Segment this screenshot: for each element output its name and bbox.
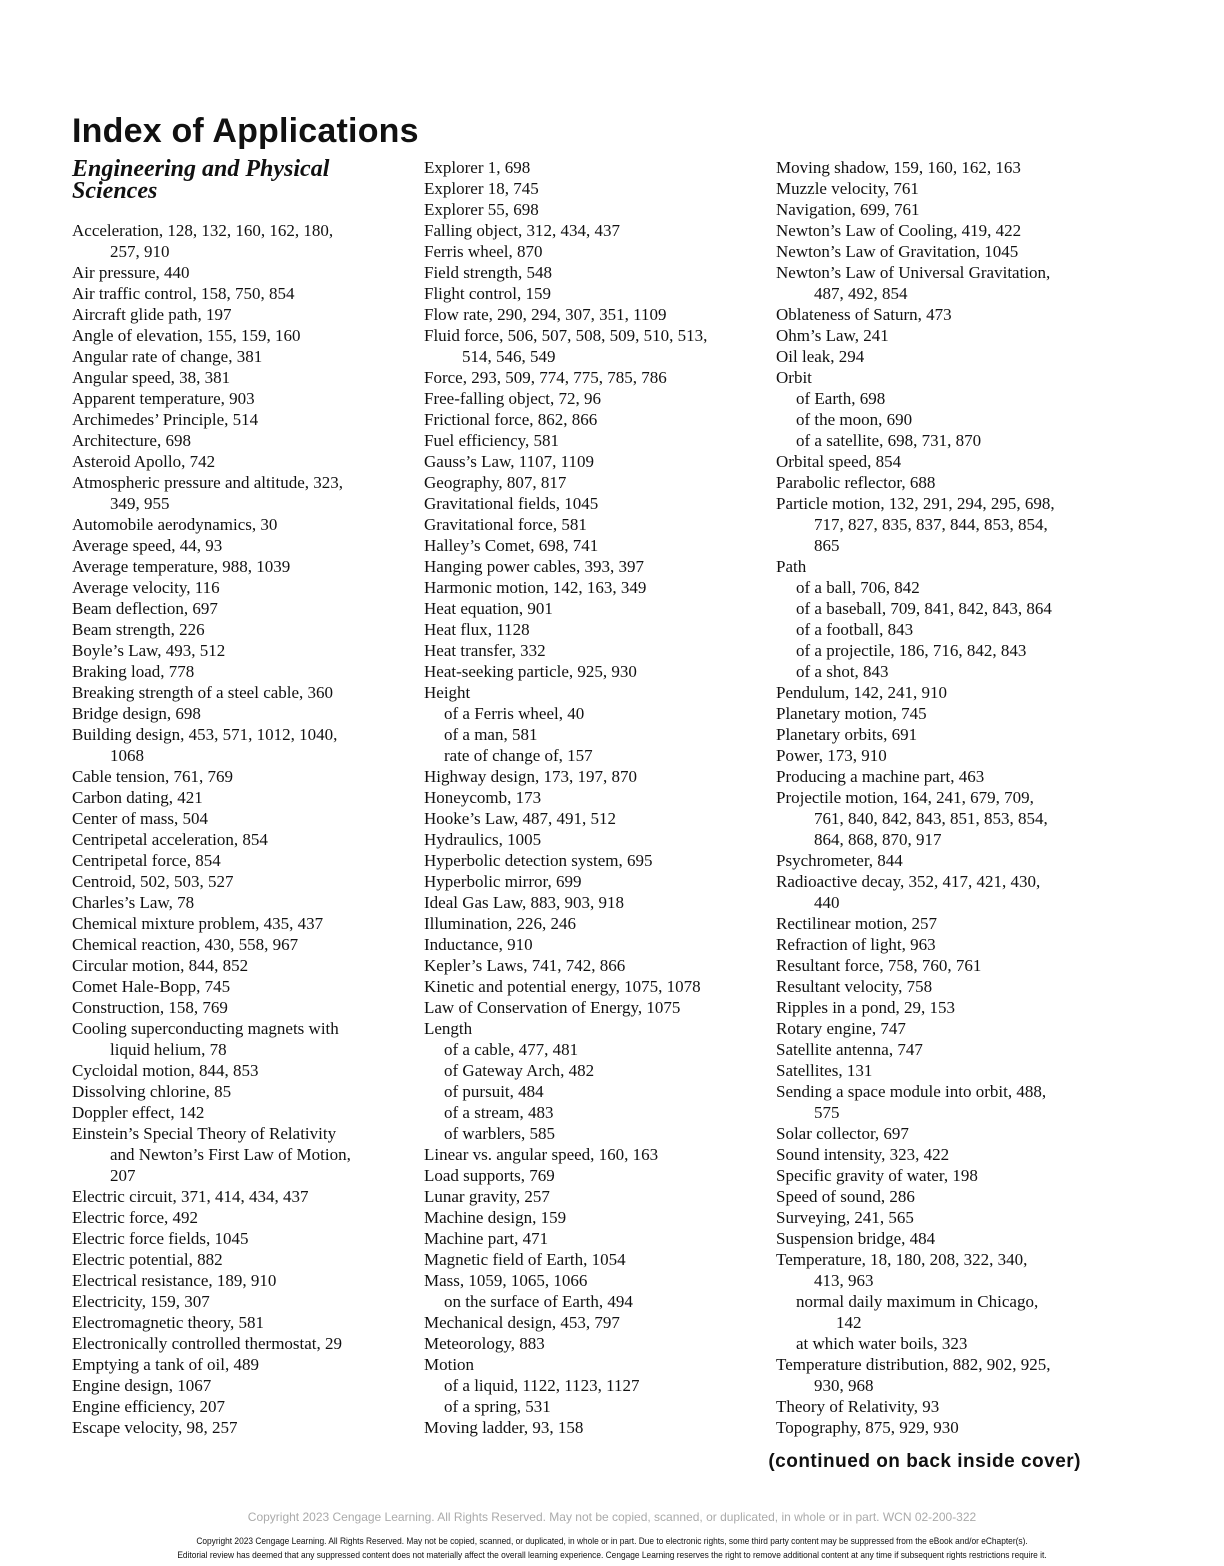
index-entry: Pendulum, 142, 241, 910 (776, 683, 947, 702)
index-entry: Rectilinear motion, 257 (776, 914, 937, 933)
index-entry: Bridge design, 698 (72, 704, 201, 723)
index-entry: Free-falling object, 72, 96 (424, 389, 602, 408)
index-entry: Ripples in a pond, 29, 153 (776, 998, 955, 1017)
index-entry: Dissolving chlorine, 85 (72, 1082, 232, 1101)
index-entry: Air pressure, 440 (72, 263, 190, 282)
index-entry: Electrical resistance, 189, 910 (72, 1271, 277, 1290)
index-entry: Sound intensity, 323, 422 (776, 1145, 950, 1164)
index-entry: Electric potential, 882 (72, 1250, 223, 1269)
index-entry: Cycloidal motion, 844, 853 (72, 1061, 259, 1080)
index-entry-continuation: 440 (814, 893, 840, 912)
index-entry: Gauss’s Law, 1107, 1109 (424, 452, 594, 471)
index-entry: Length (424, 1019, 473, 1038)
index-entry: Mechanical design, 453, 797 (424, 1313, 620, 1332)
index-entry: Einstein’s Special Theory of Relativity (72, 1124, 337, 1143)
index-entry: Refraction of light, 963 (776, 935, 936, 954)
index-entry: Illumination, 226, 246 (424, 914, 577, 933)
index-entry: Load supports, 769 (424, 1166, 555, 1185)
index-entry: Center of mass, 504 (72, 809, 208, 828)
index-entry: Electric circuit, 371, 414, 434, 437 (72, 1187, 309, 1206)
index-entry: Falling object, 312, 434, 437 (424, 221, 620, 240)
index-entry: Heat-seeking particle, 925, 930 (424, 662, 637, 681)
index-subentry: of pursuit, 484 (444, 1082, 544, 1101)
index-entry: Centripetal acceleration, 854 (72, 830, 268, 849)
index-entry: Average velocity, 116 (72, 578, 220, 597)
index-entry: Psychrometer, 844 (776, 851, 903, 870)
index-entry: Navigation, 699, 761 (776, 200, 920, 219)
index-entry: Topography, 875, 929, 930 (776, 1418, 959, 1437)
index-entry: Air traffic control, 158, 750, 854 (72, 284, 295, 303)
index-entry: Chemical mixture problem, 435, 437 (72, 914, 324, 933)
copyright-notice (73, 1535, 1150, 1563)
index-entry: Ohm’s Law, 241 (776, 326, 889, 345)
index-entry: Electronically controlled thermostat, 29 (72, 1334, 343, 1353)
index-column-2 (424, 157, 764, 1438)
index-entry-continuation: 761, 840, 842, 843, 851, 853, 854, (814, 809, 1048, 828)
index-entry: Surveying, 241, 565 (776, 1208, 914, 1227)
index-entry: Electric force, 492 (72, 1208, 199, 1227)
index-entry: Archimedes’ Principle, 514 (72, 410, 259, 429)
index-entry: Heat transfer, 332 (424, 641, 546, 660)
index-entry: Magnetic field of Earth, 1054 (424, 1250, 626, 1269)
index-entry: Circular motion, 844, 852 (72, 956, 249, 975)
index-entry: Emptying a tank of oil, 489 (72, 1355, 259, 1374)
page-title: Index of Applications (72, 112, 419, 150)
index-entry: Hyperbolic mirror, 699 (424, 872, 582, 891)
index-entry: Architecture, 698 (72, 431, 191, 450)
index-entry: Machine part, 471 (424, 1229, 549, 1248)
index-entry: Kinetic and potential energy, 1075, 1078 (424, 977, 701, 996)
index-entry: Braking load, 778 (72, 662, 195, 681)
index-entry: Theory of Relativity, 93 (776, 1397, 940, 1416)
copyright-line-2: Editorial review has deemed that any suppressed content does not materially affect the overall learning experience. Cengage Learning reserves the right to remove additional content at any time if subsequent rights restrictions require it. (177, 1550, 1047, 1561)
index-subentry: of a cable, 477, 481 (444, 1040, 579, 1059)
index-entry: Temperature, 18, 180, 208, 322, 340, (776, 1250, 1028, 1269)
index-entry: Newton’s Law of Universal Gravitation, (776, 263, 1051, 282)
index-entry: Power, 173, 910 (776, 746, 887, 765)
index-entry: Centripetal force, 854 (72, 851, 221, 870)
index-entry: Escape velocity, 98, 257 (72, 1418, 238, 1437)
index-subentry: 142 (836, 1313, 862, 1332)
index-entry: Asteroid Apollo, 742 (72, 452, 216, 471)
index-entry: Explorer 55, 698 (424, 200, 539, 219)
index-entry: Height (424, 683, 471, 702)
index-entry-continuation: 575 (814, 1103, 840, 1122)
index-entry: Fluid force, 506, 507, 508, 509, 510, 513, (424, 326, 708, 345)
index-entry-continuation: 930, 968 (814, 1376, 874, 1395)
index-entry: Mass, 1059, 1065, 1066 (424, 1271, 588, 1290)
index-entry: Planetary orbits, 691 (776, 725, 918, 744)
index-entry: Gravitational force, 581 (424, 515, 587, 534)
index-entry: Beam strength, 226 (72, 620, 205, 639)
index-entry-continuation: 487, 492, 854 (814, 284, 908, 303)
copyright-line-1: Copyright 2023 Cengage Learning. All Rights Reserved. May not be copied, scanned, or duplicated, in whole or in part. Due to electronic rights, some third party content may be suppressed from the eBook and/or eChapter(s). (196, 1536, 1028, 1547)
index-entry: Radioactive decay, 352, 417, 421, 430, (776, 872, 1041, 891)
index-entry: Breaking strength of a steel cable, 360 (72, 683, 334, 702)
index-entry: Heat equation, 901 (424, 599, 553, 618)
index-entry: Motion (424, 1355, 475, 1374)
index-subentry: of a ball, 706, 842 (796, 578, 920, 597)
index-entry: Automobile aerodynamics, 30 (72, 515, 278, 534)
index-entry: Force, 293, 509, 774, 775, 785, 786 (424, 368, 667, 387)
index-entry: Specific gravity of water, 198 (776, 1166, 978, 1185)
index-entry: Speed of sound, 286 (776, 1187, 915, 1206)
index-entry: Ferris wheel, 870 (424, 242, 543, 261)
copyright-watermark: Copyright 2023 Cengage Learning. All Rights Reserved. May not be copied, scanned, or duplicated, in whole or in part. WCN 02-200-322 (247, 1510, 977, 1524)
index-subentry: of a stream, 483 (444, 1103, 554, 1122)
index-entry: Heat flux, 1128 (424, 620, 530, 639)
index-entry: Rotary engine, 747 (776, 1019, 906, 1038)
index-entry: Highway design, 173, 197, 870 (424, 767, 637, 786)
index-entry: Comet Hale-Bopp, 745 (72, 977, 231, 996)
index-entry: Acceleration, 128, 132, 160, 162, 180, (72, 221, 334, 240)
index-entry-continuation: 1068 (110, 746, 144, 765)
index-entry: Geography, 807, 817 (424, 473, 567, 492)
index-subentry: of Earth, 698 (796, 389, 886, 408)
index-entry: Doppler effect, 142 (72, 1103, 205, 1122)
index-entry: Law of Conservation of Energy, 1075 (424, 998, 681, 1017)
index-entry: Hydraulics, 1005 (424, 830, 542, 849)
index-entry-continuation: 514, 546, 549 (462, 347, 556, 366)
index-entry-continuation: 717, 827, 835, 837, 844, 853, 854, (814, 515, 1048, 534)
index-column-1 (72, 220, 412, 1438)
index-entry: Moving shadow, 159, 160, 162, 163 (776, 158, 1021, 177)
index-subentry: of the moon, 690 (796, 410, 913, 429)
index-entry-continuation: 413, 963 (814, 1271, 874, 1290)
index-entry: Gravitational fields, 1045 (424, 494, 599, 513)
index-subentry: of a spring, 531 (444, 1397, 551, 1416)
index-entry: Flight control, 159 (424, 284, 552, 303)
index-entry: Boyle’s Law, 493, 512 (72, 641, 226, 660)
index-subentry: at which water boils, 323 (796, 1334, 968, 1353)
index-entry: Atmospheric pressure and altitude, 323, (72, 473, 343, 492)
index-entry: Electricity, 159, 307 (72, 1292, 210, 1311)
index-column-3 (776, 157, 1116, 1438)
index-subentry: rate of change of, 157 (444, 746, 593, 765)
index-entry: Oblateness of Saturn, 473 (776, 305, 952, 324)
index-entry-continuation: 207 (110, 1166, 136, 1185)
index-entry: Temperature distribution, 882, 902, 925, (776, 1355, 1051, 1374)
index-entry: Solar collector, 697 (776, 1124, 909, 1143)
index-entry: Flow rate, 290, 294, 307, 351, 1109 (424, 305, 667, 324)
index-entry: Suspension bridge, 484 (776, 1229, 936, 1248)
index-entry: Resultant force, 758, 760, 761 (776, 956, 982, 975)
index-entry: Cooling superconducting magnets with (72, 1019, 339, 1038)
index-entry: Projectile motion, 164, 241, 679, 709, (776, 788, 1034, 807)
index-entry-continuation: liquid helium, 78 (110, 1040, 227, 1059)
index-entry: Field strength, 548 (424, 263, 552, 282)
index-subentry: of Gateway Arch, 482 (444, 1061, 595, 1080)
index-entry: Newton’s Law of Gravitation, 1045 (776, 242, 1019, 261)
index-entry: Fuel efficiency, 581 (424, 431, 560, 450)
index-entry: Building design, 453, 571, 1012, 1040, (72, 725, 338, 744)
index-entry-continuation: 257, 910 (110, 242, 170, 261)
index-entry: Engine efficiency, 207 (72, 1397, 225, 1416)
index-entry: Cable tension, 761, 769 (72, 767, 234, 786)
index-entry: Charles’s Law, 78 (72, 893, 195, 912)
index-entry: Machine design, 159 (424, 1208, 567, 1227)
index-entry: Linear vs. angular speed, 160, 163 (424, 1145, 659, 1164)
index-entry: Angular speed, 38, 381 (72, 368, 231, 387)
index-entry: Hooke’s Law, 487, 491, 512 (424, 809, 617, 828)
index-entry: Electric force fields, 1045 (72, 1229, 249, 1248)
index-entry: Producing a machine part, 463 (776, 767, 985, 786)
index-entry: Orbit (776, 368, 812, 387)
index-entry: Orbital speed, 854 (776, 452, 902, 471)
index-subentry: normal daily maximum in Chicago, (796, 1292, 1039, 1311)
section-heading: Engineering and Physical Sciences (72, 156, 330, 204)
index-entry: Average speed, 44, 93 (72, 536, 223, 555)
index-entry: Inductance, 910 (424, 935, 533, 954)
index-entry: Angular rate of change, 381 (72, 347, 263, 366)
index-entry: Meteorology, 883 (424, 1334, 545, 1353)
index-entry-continuation: 864, 868, 870, 917 (814, 830, 942, 849)
index-subentry: of a man, 581 (444, 725, 538, 744)
index-entry: Harmonic motion, 142, 163, 349 (424, 578, 647, 597)
index-subentry: on the surface of Earth, 494 (444, 1292, 633, 1311)
index-entry: Carbon dating, 421 (72, 788, 203, 807)
index-entry: Lunar gravity, 257 (424, 1187, 550, 1206)
index-subentry: of a satellite, 698, 731, 870 (796, 431, 982, 450)
index-entry: Sending a space module into orbit, 488, (776, 1082, 1047, 1101)
index-subentry: of a shot, 843 (796, 662, 889, 681)
index-entry: Frictional force, 862, 866 (424, 410, 598, 429)
continued-note: (continued on back inside cover) (768, 1451, 1081, 1472)
index-subentry: of a baseball, 709, 841, 842, 843, 864 (796, 599, 1052, 618)
index-entry: Path (776, 557, 807, 576)
index-entry: Honeycomb, 173 (424, 788, 542, 807)
index-entry: Kepler’s Laws, 741, 742, 866 (424, 956, 626, 975)
index-entry-continuation: and Newton’s First Law of Motion, (110, 1145, 351, 1164)
index-entry: Oil leak, 294 (776, 347, 865, 366)
index-entry: Aircraft glide path, 197 (72, 305, 232, 324)
index-subentry: of a liquid, 1122, 1123, 1127 (444, 1376, 640, 1395)
index-entry: Particle motion, 132, 291, 294, 295, 698, (776, 494, 1055, 513)
index-entry-continuation: 349, 955 (110, 494, 170, 513)
index-entry: Halley’s Comet, 698, 741 (424, 536, 599, 555)
index-subentry: of a football, 843 (796, 620, 914, 639)
index-subentry: of warblers, 585 (444, 1124, 555, 1143)
index-entry: Explorer 18, 745 (424, 179, 539, 198)
index-entry: Planetary motion, 745 (776, 704, 927, 723)
index-entry: Satellites, 131 (776, 1061, 873, 1080)
index-entry: Parabolic reflector, 688 (776, 473, 936, 492)
index-entry: Moving ladder, 93, 158 (424, 1418, 584, 1437)
index-entry: Chemical reaction, 430, 558, 967 (72, 935, 299, 954)
index-entry: Average temperature, 988, 1039 (72, 557, 291, 576)
index-entry: Beam deflection, 697 (72, 599, 218, 618)
index-entry: Hyperbolic detection system, 695 (424, 851, 653, 870)
index-entry: Angle of elevation, 155, 159, 160 (72, 326, 301, 345)
index-entry: Resultant velocity, 758 (776, 977, 933, 996)
index-entry: Engine design, 1067 (72, 1376, 212, 1395)
index-entry: Newton’s Law of Cooling, 419, 422 (776, 221, 1022, 240)
index-entry: Construction, 158, 769 (72, 998, 228, 1017)
index-entry: Apparent temperature, 903 (72, 389, 255, 408)
index-entry: Explorer 1, 698 (424, 158, 531, 177)
index-entry: Satellite antenna, 747 (776, 1040, 923, 1059)
index-entry: Hanging power cables, 393, 397 (424, 557, 645, 576)
index-entry: Electromagnetic theory, 581 (72, 1313, 264, 1332)
index-subentry: of a Ferris wheel, 40 (444, 704, 585, 723)
index-entry: Muzzle velocity, 761 (776, 179, 919, 198)
index-entry: Centroid, 502, 503, 527 (72, 872, 234, 891)
index-subentry: of a projectile, 186, 716, 842, 843 (796, 641, 1027, 660)
index-entry-continuation: 865 (814, 536, 840, 555)
index-entry: Ideal Gas Law, 883, 903, 918 (424, 893, 625, 912)
